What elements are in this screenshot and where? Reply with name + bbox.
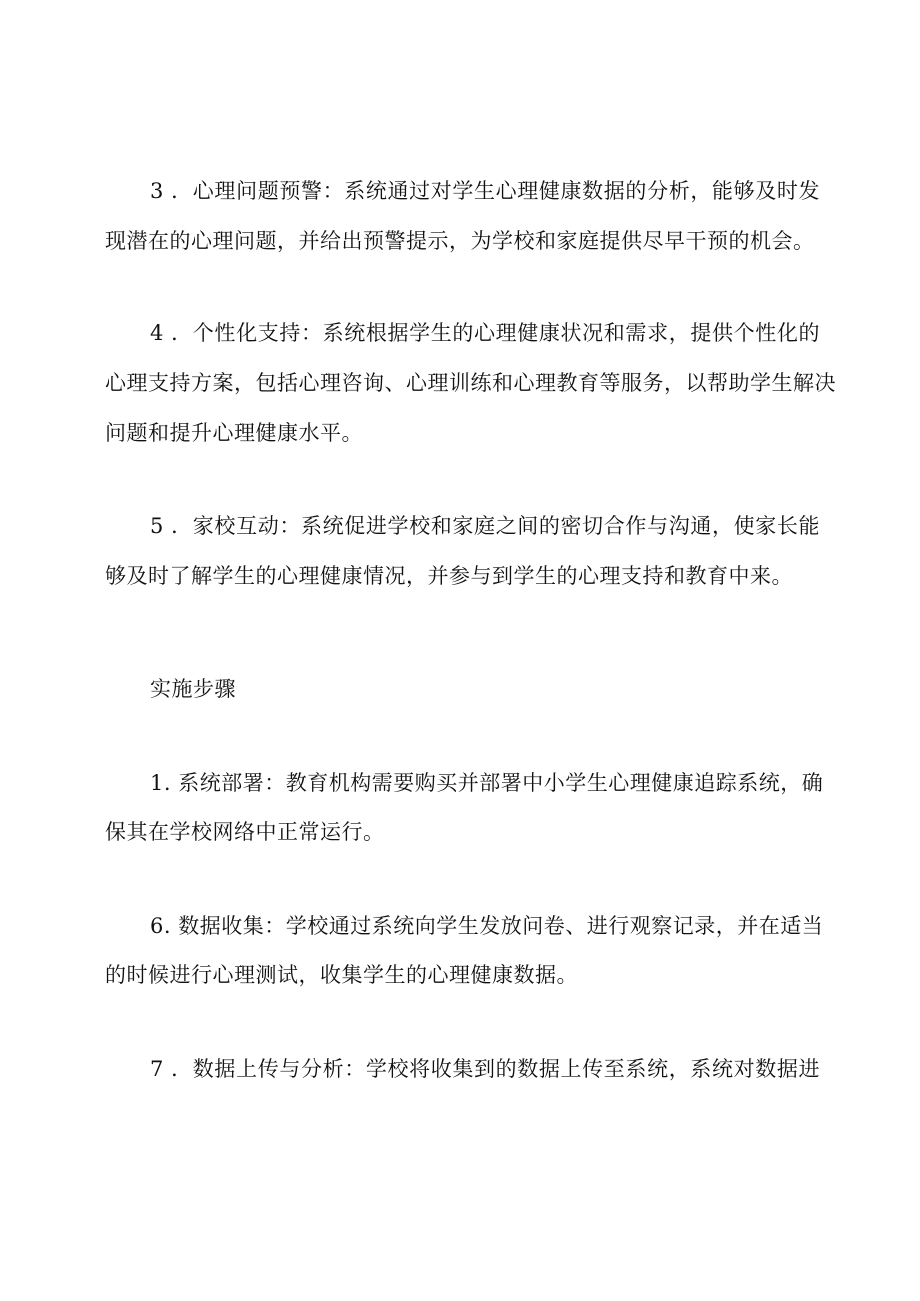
paragraph-4-line-1: 4 ．个性化支持：系统根据学生的心理健康状况和需求，提供个性化的 [150, 321, 820, 345]
paragraph-5-line-2: 够及时了解学生的心理健康情况，并参与到学生的心理支持和教育中来。 [105, 564, 793, 588]
section-heading: 实施步骤 [150, 677, 236, 701]
step-7-line-1: 7 ．数据上传与分析：学校将收集到的数据上传至系统，系统对数据进 [150, 1057, 820, 1081]
paragraph-4-line-2: 心理支持方案，包括心理咨询、心理训练和心理教育等服务，以帮助学生解决 [105, 371, 836, 395]
step-1-line-2: 保其在学校网络中正常运行。 [105, 820, 385, 844]
paragraph-3-line-2: 现潜在的心理问题，并给出预警提示，为学校和家庭提供尽早干预的机会。 [105, 229, 815, 253]
paragraph-3-line-1: 3 ．心理问题预警：系统通过对学生心理健康数据的分析，能够及时发 [150, 179, 820, 203]
step-1-line-1: 1. 系统部署：教育机构需要购买并部署中小学生心理健康追踪系统，确 [150, 771, 824, 795]
paragraph-5-line-1: 5 ．家校互动：系统促进学校和家庭之间的密切合作与沟通，使家长能 [150, 514, 820, 538]
paragraph-4-line-3: 问题和提升心理健康水平。 [105, 421, 363, 445]
step-6-line-1: 6. 数据收集：学校通过系统向学生发放问卷、进行观察记录，并在适当 [150, 914, 824, 938]
step-6-line-2: 的时候进行心理测试，收集学生的心理健康数据。 [105, 963, 578, 987]
